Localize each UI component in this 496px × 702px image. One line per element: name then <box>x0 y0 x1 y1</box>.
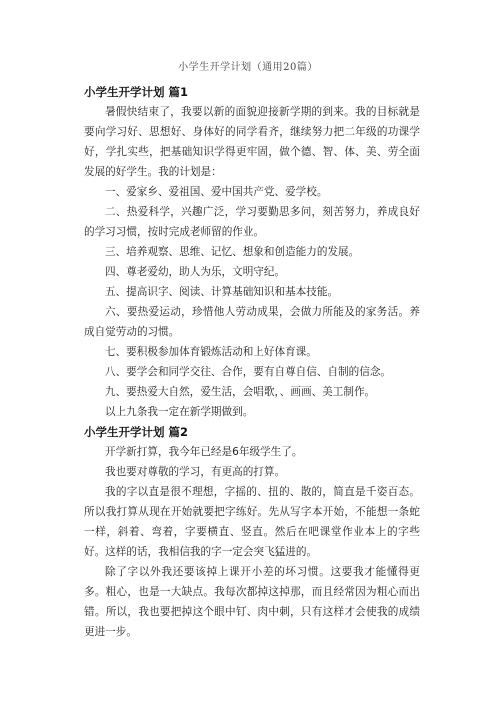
paragraph: 暑假快结束了，我要以新的面貌迎接新学期的到来。我的目标就是要向学习好、思想好、身体好的同学看齐，继续努力把二年级的功课学好，学扎实些，把基础知识学得更牢固，做个德、智、体、美、劳全面发展的好学生。我的计划是： <box>84 106 420 178</box>
paragraph: 我也要对尊敬的学习，有更高的打算。 <box>105 466 286 478</box>
section-1 <box>84 82 420 422</box>
paragraph: 八、要学会和同学交往、合作，要有自尊自信、自制的信念。 <box>105 366 392 378</box>
section-heading: 小学生开学计划 篇1 <box>84 85 189 99</box>
paragraph: 九、要热爱大自然，爱生活，会唱歌，、画画、美工制作。 <box>105 386 376 398</box>
paragraph: 三、培养观察、思维、记忆、想象和创造能力的发展。 <box>105 246 360 258</box>
paragraph: 五、提高识字、阅读、计算基础知识和基本技能。 <box>105 286 339 298</box>
paragraph: 我的字以直是很不理想，字摇的、扭的、散的，简直是千姿百态。所以我打算从现在开始就要把字练好。先从写字本开始，不能想一条蛇一样，斜着、弯着，字要横直、竖直。然后在吧课堂作业本上的字些好。这样的话，我相信我的字一定会突飞猛进的。 <box>84 486 420 558</box>
paragraph: 开学新打算，我今年已经是6年级学生了。 <box>105 446 303 458</box>
section-heading: 小学生开学计划 篇2 <box>84 425 189 439</box>
paragraph: 以上九条我一定在新学期做到。 <box>105 406 254 418</box>
paragraph: 一、爱家乡、爱祖国、爱中国共产党、爱学校。 <box>105 186 328 198</box>
paragraph: 除了字以外我还要该掉上课开小差的坏习惯。这要我才能懂得更多。粗心，也是一大缺点。我每次都掉这掉那，而且经常因为粗心而出错。所以，我也要把掉这个眼中钉、肉中刺，只有这样才会使我的成绩更进一步。 <box>84 566 420 638</box>
document-body <box>84 82 420 642</box>
paragraph: 七、要积极参加体育锻炼活动和上好体育课。 <box>105 346 317 358</box>
paragraph: 四、尊老爱幼，助人为乐，文明守纪。 <box>105 266 286 278</box>
section-2 <box>84 422 420 642</box>
paragraph: 二、热爱科学，兴趣广泛，学习要勤思多问，刻苦努力，养成良好的学习习惯，按时完成老师留的作业。 <box>84 206 420 238</box>
document-title: 小学生开学计划（通用20篇） <box>178 62 318 73</box>
paragraph: 六、要热爱运动，珍惜他人劳动成果，会做力所能及的家务活。养成自觉劳动的习惯。 <box>84 306 420 338</box>
